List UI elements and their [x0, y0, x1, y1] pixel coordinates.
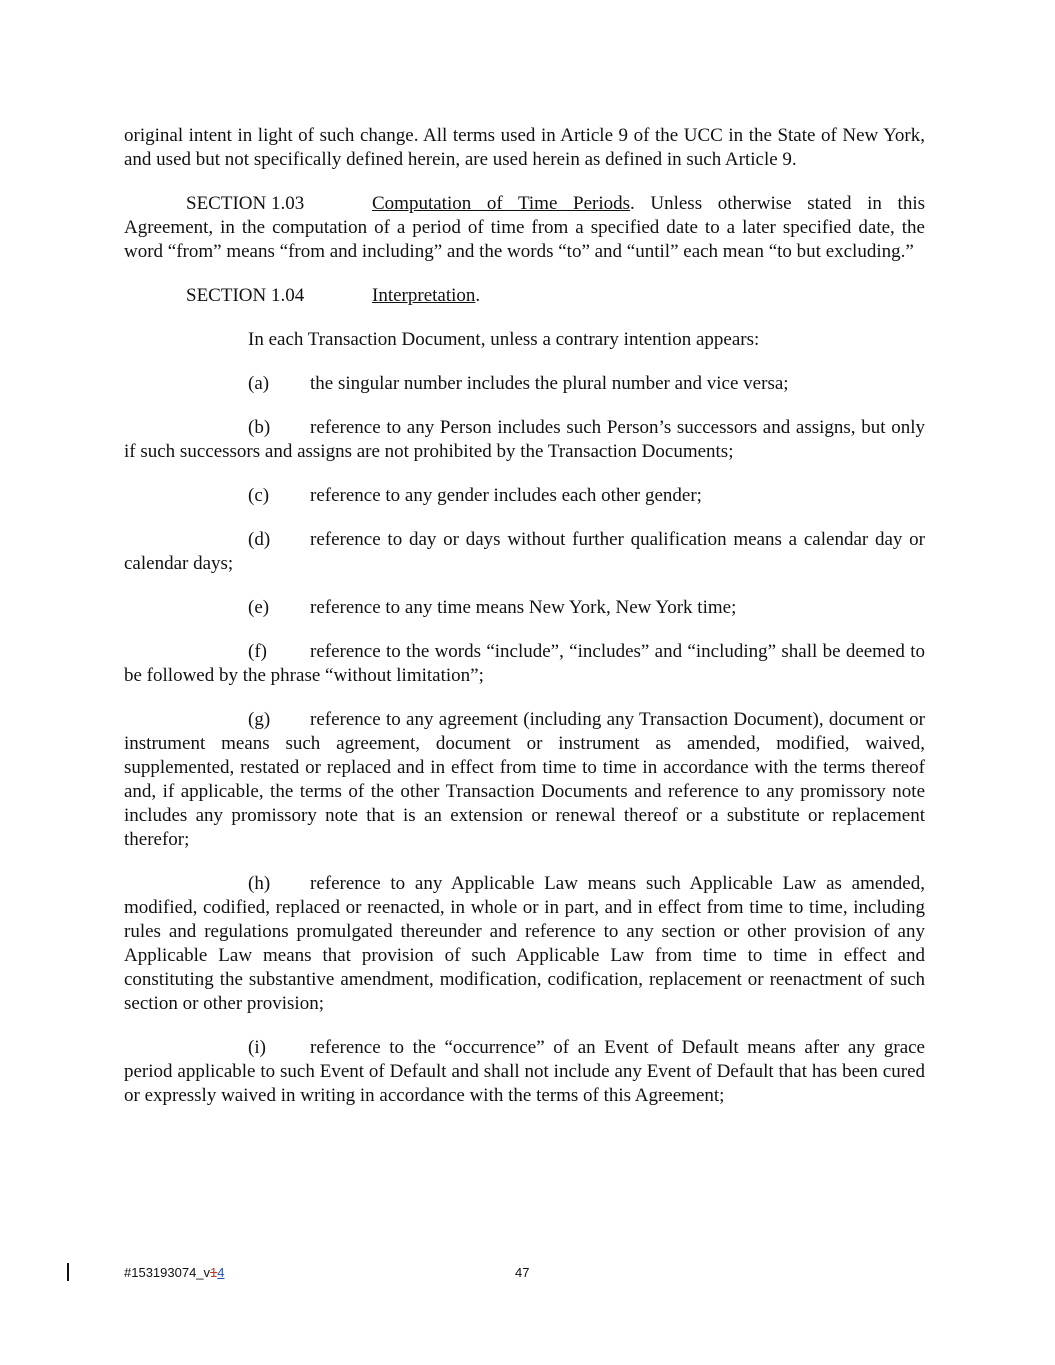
item-text: reference to any gender includes each other gender; — [310, 485, 702, 506]
item-text: reference to day or days without further qualification means a calendar day or calendar days; — [124, 529, 925, 574]
item-label: (e) — [248, 597, 270, 618]
list-item — [124, 708, 925, 852]
list-item — [124, 872, 925, 1016]
version-inserted: 4 — [217, 1265, 225, 1280]
continuation-paragraph: original intent in light of such change. All terms used in Article 9 of the UCC in the State of New York, and used but not specifically defined herein, are used herein as defined in such Article 9. — [124, 125, 925, 170]
item-text: reference to any Person includes such Person’s successors and assigns, but only if such successors and assigns are not prohibited by the Transaction Documents; — [124, 417, 925, 462]
item-text: reference to the “occurrence” of an Event of Default means after any grace period applicable to such Event of Default and shall not include any Event of Default that has been cured or expressly waived in writing in accordance with the terms of this Agreement; — [124, 1037, 925, 1106]
revision-change-bar — [67, 1263, 69, 1281]
version-deleted: 1 — [210, 1265, 218, 1280]
item-label: (b) — [248, 417, 271, 438]
list-item — [124, 416, 925, 464]
page-number: 47 — [515, 1265, 530, 1280]
item-label: (h) — [248, 873, 271, 894]
item-label: (c) — [248, 485, 270, 506]
list-item — [124, 372, 925, 396]
doc-id-prefix: #153193074_v — [124, 1265, 211, 1280]
item-label: (a) — [248, 373, 270, 394]
section-body: Unless otherwise stated in this Agreement, in the computation of a period of time from a specified date to a later specified date, the word “from” means “from and including” and the words “to” and “until” each mean “to but excluding.” — [124, 193, 925, 262]
item-text: reference to any Applicable Law means such Applicable Law as amended, modified, codified, replaced or reenacted, in whole or in part, and in effect from time to time, including rules and regulations promulgated thereunder and reference to any section or other provision of any Applicable Law means that provision of such Applicable Law from time to time in effect and constituting the substantive amendment, modification, codification, replacement or reenactment of such section or other provision; — [124, 873, 925, 1014]
section-1-04-heading: SECTION 1.04 Interpretation. — [186, 285, 481, 306]
item-label: (d) — [248, 529, 271, 550]
section-1-03: SECTION 1.03 Computation of Time Periods. Unless otherwise stated in this Agreement, in the computation of a period of time from a specified date to a later specified date, the word “from” means “from and including” and the words “to” and “until” each mean “to but excluding.” — [124, 193, 925, 262]
item-label: (g) — [248, 709, 271, 730]
item-label: (f) — [248, 641, 267, 662]
document-id — [124, 1265, 225, 1280]
document-page — [124, 124, 925, 1128]
list-item — [124, 484, 925, 508]
section-number: SECTION 1.03 — [186, 193, 305, 214]
item-text: reference to any agreement (including any Transaction Document), document or instrument means such agreement, document or instrument as amended, modified, waived, supplemented, restated or replaced and in effect from time to time in accordance with the terms thereof and, if applicable, the terms of the other Transaction Documents and reference to any promissory note includes any promissory note that is an extension or renewal thereof or a substitute or replacement therefor; — [124, 709, 925, 850]
section-title: Computation of Time Periods — [372, 193, 630, 214]
section-intro: In each Transaction Document, unless a contrary intention appears: — [248, 329, 760, 350]
item-text: reference to any time means New York, New York time; — [310, 597, 737, 618]
list-item — [124, 640, 925, 688]
list-item — [124, 1036, 925, 1108]
item-text: the singular number includes the plural number and vice versa; — [310, 373, 789, 394]
section-title: Interpretation — [372, 285, 476, 306]
item-label: (i) — [248, 1037, 266, 1058]
item-text: reference to the words “include”, “includes” and “including” shall be deemed to be followed by the phrase “without limitation”; — [124, 641, 925, 686]
section-number: SECTION 1.04 — [186, 285, 305, 306]
list-item — [124, 528, 925, 576]
list-item — [124, 596, 925, 620]
